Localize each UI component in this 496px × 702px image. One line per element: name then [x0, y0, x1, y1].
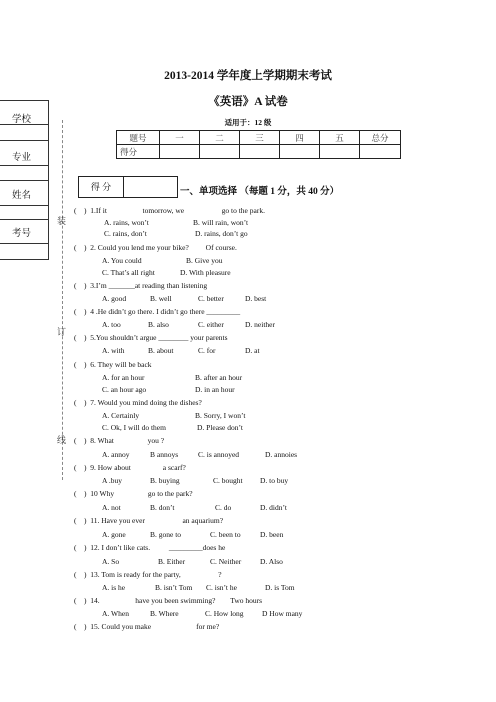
score-cell[interactable] [200, 145, 240, 159]
question-text: 10 Why go to the park? [90, 489, 193, 498]
school-label: 学校 [12, 115, 32, 125]
question-stem [74, 206, 265, 216]
option: B. gone to [150, 530, 182, 539]
score-header-cell: 五 [320, 131, 360, 145]
question-stem [74, 436, 164, 446]
sidebar-rule [0, 259, 48, 260]
answer-paren[interactable]: ( ) [74, 243, 87, 252]
answer-paren[interactable]: ( ) [74, 489, 87, 498]
exam-title: 2013-2014 学年度上学期期末考试 [164, 70, 332, 82]
option: B. don’t [150, 503, 175, 512]
option: B. buying [150, 476, 180, 485]
question-stem [74, 307, 240, 317]
sidebar-rule [0, 140, 48, 141]
option: B. also [148, 320, 169, 329]
option: B. after an hour [195, 373, 243, 382]
score-cell[interactable] [240, 145, 280, 159]
question-stem [74, 489, 193, 499]
applies-to: 适用于：12 级 [224, 118, 272, 127]
question-text: 6. They will be back [90, 360, 152, 369]
score-header-cell: 三 [240, 131, 280, 145]
major-field[interactable] [0, 165, 48, 166]
option: A. good [102, 294, 127, 303]
binding-line [62, 120, 63, 480]
question-text: 4 .He didn’t go there. I didn’t go there _________ [90, 307, 241, 316]
option: A. rains, won’t [104, 218, 149, 227]
exam-subject: 《英语》A 试卷 [208, 96, 288, 108]
score-header-cell: 一 [160, 131, 200, 145]
option: D. annoies [265, 450, 298, 459]
option: C. is annoyed [198, 450, 240, 459]
score-cell[interactable] [360, 145, 401, 159]
option: C. either [198, 320, 224, 329]
question-text: 7. Would you mind doing the dishes? [90, 398, 202, 407]
option: D. Please don’t [197, 423, 243, 432]
option: A. You could [102, 256, 142, 265]
option: C. better [198, 294, 224, 303]
option: D. rains, don’t go [195, 229, 248, 238]
answer-paren[interactable]: ( ) [74, 622, 87, 631]
option: B. Sorry, I won’t [195, 411, 246, 420]
option: B. about [148, 346, 174, 355]
option: D. With pleasure [180, 268, 231, 277]
answer-paren[interactable]: ( ) [74, 333, 87, 342]
exam-no-label: 考号 [12, 229, 32, 239]
option: C. for [198, 346, 216, 355]
score-cell[interactable] [280, 145, 320, 159]
option: D. is Tom [265, 583, 295, 592]
option: D. didn’t [260, 503, 287, 512]
exam-no-field[interactable] [0, 243, 48, 244]
question-text: 9. How about a scarf? [90, 463, 186, 472]
answer-paren[interactable]: ( ) [74, 570, 87, 579]
question-stem [74, 516, 223, 526]
option: A. When [102, 609, 129, 618]
option: A. So [102, 557, 120, 566]
option: C. Neither [210, 557, 242, 566]
answer-paren[interactable]: ( ) [74, 281, 87, 290]
score-header-cell: 四 [280, 131, 320, 145]
option: C. How long [205, 609, 244, 618]
option: B. Either [158, 557, 186, 566]
option: C. That’s all right [102, 268, 155, 277]
answer-paren[interactable]: ( ) [74, 596, 87, 605]
option: D. been [260, 530, 284, 539]
option: A. too [102, 320, 121, 329]
question-stem [74, 463, 186, 473]
question-text: 5.You shouldn’t argue ________ your parents [90, 333, 228, 342]
answer-paren[interactable]: ( ) [74, 436, 87, 445]
option: C. an hour ago [102, 385, 147, 394]
question-stem [74, 570, 222, 580]
option: B. isn’t Tom [155, 583, 193, 592]
option: A. is he [102, 583, 126, 592]
option: B. Where [150, 609, 179, 618]
option: D How many [262, 609, 303, 618]
option: D. at [245, 346, 260, 355]
option: A. with [102, 346, 125, 355]
score-cell[interactable] [160, 145, 200, 159]
option: D. in an hour [195, 385, 235, 394]
option: C. rains, don’t [104, 229, 147, 238]
question-text: 15. Could you make for me? [90, 622, 220, 631]
score-header-cell: 二 [200, 131, 240, 145]
question-stem [74, 622, 219, 632]
option: A .buy [102, 476, 123, 485]
question-text: 2. Could you lend me your bike? Of course. [90, 243, 237, 252]
major-label: 专业 [12, 153, 32, 163]
grader-box [78, 176, 178, 198]
score-table [116, 130, 401, 159]
sidebar-rule [0, 180, 48, 181]
sidebar-rule [0, 219, 48, 220]
question-text: 12. I don’t like cats. _________does he [90, 543, 226, 552]
answer-paren[interactable]: ( ) [74, 307, 87, 316]
option: C. been to [210, 530, 241, 539]
answer-paren[interactable]: ( ) [74, 360, 87, 369]
bind-char: 订 [57, 327, 67, 337]
score-header-cell: 题号 [117, 131, 160, 145]
answer-paren[interactable]: ( ) [74, 206, 87, 215]
option: A. gone [102, 530, 126, 539]
option: C. do [215, 503, 232, 512]
question-stem [74, 596, 262, 606]
option: B. Give you [186, 256, 223, 265]
option: A. for an hour [102, 373, 145, 382]
answer-paren[interactable]: ( ) [74, 398, 87, 407]
option: B annoys [150, 450, 179, 459]
score-header-cell: 总分 [360, 131, 401, 145]
question-text: 3.I’m _______at reading than listening [90, 281, 208, 290]
section-title: 一、单项选择 （每题 1 分，共 40 分） [180, 187, 340, 197]
score-header-row [117, 131, 401, 145]
score-row-label: 得分 [117, 145, 160, 159]
question-stem [74, 333, 228, 343]
option: D. neither [245, 320, 275, 329]
answer-paren[interactable]: ( ) [74, 463, 87, 472]
bind-char: 线 [57, 435, 67, 445]
bind-char: 装 [57, 216, 67, 226]
grader-label: 得 分 [79, 177, 124, 197]
question-text: 8. What you ? [90, 436, 165, 445]
name-field[interactable] [0, 205, 48, 206]
option: A. Certainly [102, 411, 140, 420]
question-stem [74, 360, 152, 370]
score-row [117, 145, 401, 159]
question-stem [74, 398, 202, 408]
question-stem [74, 543, 225, 553]
answer-paren[interactable]: ( ) [74, 543, 87, 552]
option: D. to buy [260, 476, 289, 485]
question-stem [74, 281, 207, 291]
question-text: 11. Have you ever an aquarium? [90, 516, 224, 525]
option: C. bought [213, 476, 243, 485]
option: A. not [102, 503, 121, 512]
option: B. will rain, won’t [193, 218, 249, 227]
option: A. annoy [102, 450, 130, 459]
option: D. Also [260, 557, 283, 566]
question-text: 13. Tom is ready for the party, ? [90, 570, 222, 579]
question-stem [74, 243, 237, 253]
option: C. Ok, I will do them [102, 423, 166, 432]
option: C. isn’t he [206, 583, 237, 592]
question-text: 1.If it tomorrow, we go to the park. [90, 206, 265, 215]
question-text: 14. have you been swimming? Two hours [90, 596, 263, 605]
option: B. well [150, 294, 172, 303]
option: D. best [245, 294, 267, 303]
answer-paren[interactable]: ( ) [74, 516, 87, 525]
score-cell[interactable] [320, 145, 360, 159]
name-label: 姓名 [12, 191, 32, 201]
